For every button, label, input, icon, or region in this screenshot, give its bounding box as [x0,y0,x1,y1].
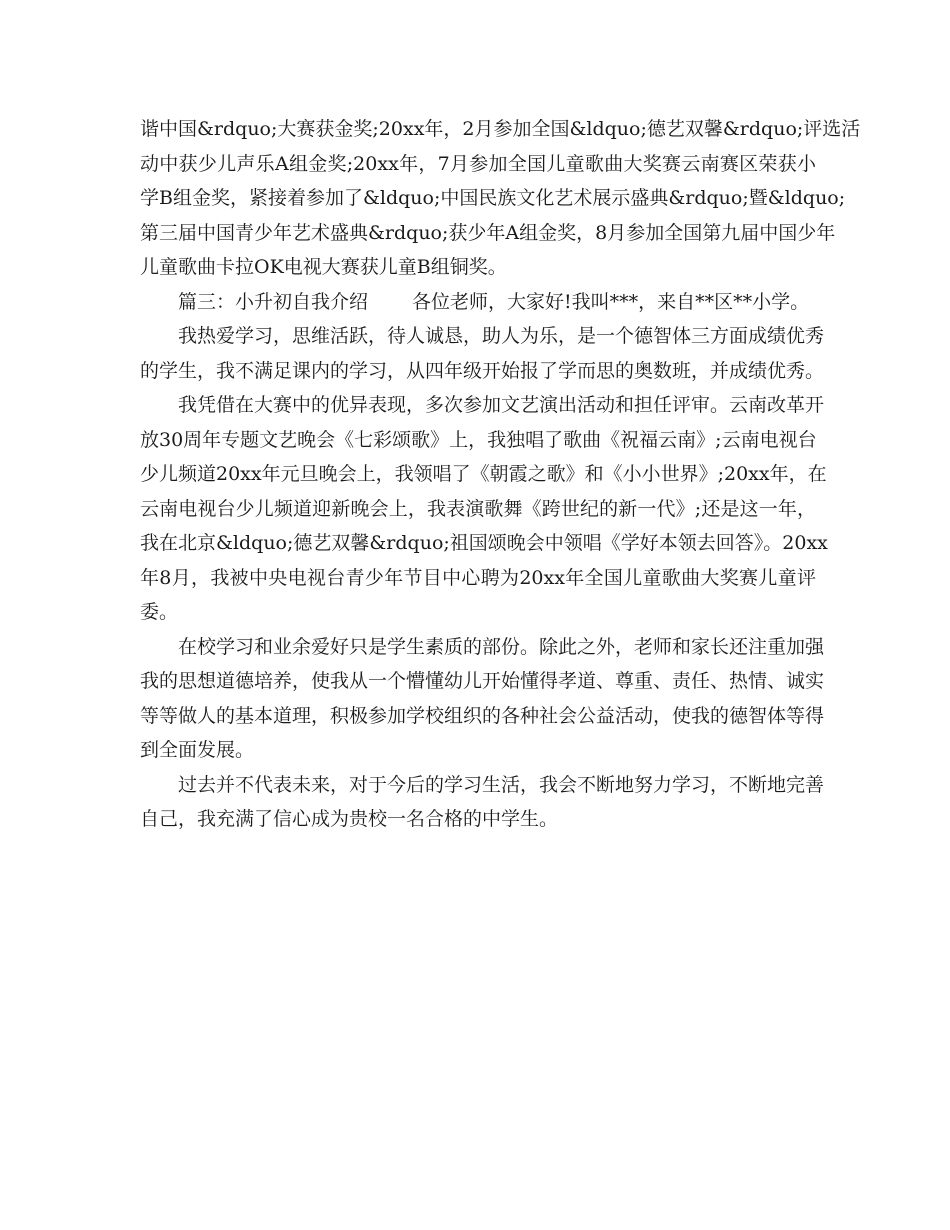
text-line: 自己，我充满了信心成为贵校一名合格的中学生。 [140,808,559,830]
text-line: 我热爱学习，思维活跃，待人诚恳，助人为乐，是一个德智体三方面成绩优秀 [178,325,825,347]
text-line: 学B组金奖，紧接着参加了&ldquo;中国民族文化艺术展示盛典&rdquo;暨&ldquo; [140,187,846,209]
paragraph-closing [140,768,825,837]
text-line: 年8月，我被中央电视台青少年节目中心聘为20xx年全国儿童歌曲大奖赛儿童评 [140,566,816,589]
section-heading-line: 篇三：小升初自我介绍 各位老师，大家好!我叫***，来自**区**小学。 [178,290,810,313]
text-line: 过去并不代表未来，对于今后的学习生活，我会不断地努力学习，不断地完善 [178,773,825,796]
text-line: 动中获少儿声乐A组金奖;20xx年，7月参加全国儿童歌曲大奖赛云南赛区荣获小 [140,152,816,175]
text-line: 在校学习和业余爱好只是学生素质的部份。除此之外，老师和家长还注重加强 [178,635,825,658]
paragraph-continuation [140,112,861,285]
text-line: 云南电视台少儿频道迎新晚会上，我表演歌舞《跨世纪的新一代》;还是这一年， [140,497,816,520]
paragraph-character [140,630,825,768]
text-line: 等等做人的基本道理，积极参加学校组织的各种社会公益活动，使我的德智体等得 [140,704,825,727]
document-body [140,112,861,837]
paragraph-section-heading [140,285,816,320]
text-line: 谐中国&rdquo;大赛获金奖;20xx年，2月参加全国&ldquo;德艺双馨&rdquo;评选活 [140,118,861,140]
text-line: 第三届中国青少年艺术盛典&rdquo;获少年A组金奖，8月参加全国第九届中国少年 [140,221,836,244]
paragraph-performances [140,388,828,630]
text-line: 的学生，我不满足课内的学习，从四年级开始报了学而思的奥数班，并成绩优秀。 [140,359,825,382]
text-line: 我在北京&ldquo;德艺双馨&rdquo;祖国颂晚会中领唱《学好本领去回答》。20xx [140,532,828,554]
text-line: 放30周年专题文艺晚会《七彩颂歌》上，我独唱了歌曲《祝福云南》;云南电视台 [140,428,817,451]
text-line: 我的思想道德培养，使我从一个懵懂幼儿开始懂得孝道、尊重、责任、热情、诚实 [140,670,825,692]
paragraph-study [140,319,825,388]
text-line: 委。 [140,601,179,623]
text-line: 儿童歌曲卡拉OK电视大赛获儿童B组铜奖。 [140,256,507,278]
text-line: 到全面发展。 [140,739,255,761]
text-line: 少儿频道20xx年元旦晚会上，我领唱了《朝霞之歌》和《小小世界》;20xx年，在 [140,463,827,485]
text-line: 我凭借在大赛中的优异表现，多次参加文艺演出活动和担任评审。云南改革开 [178,394,825,416]
